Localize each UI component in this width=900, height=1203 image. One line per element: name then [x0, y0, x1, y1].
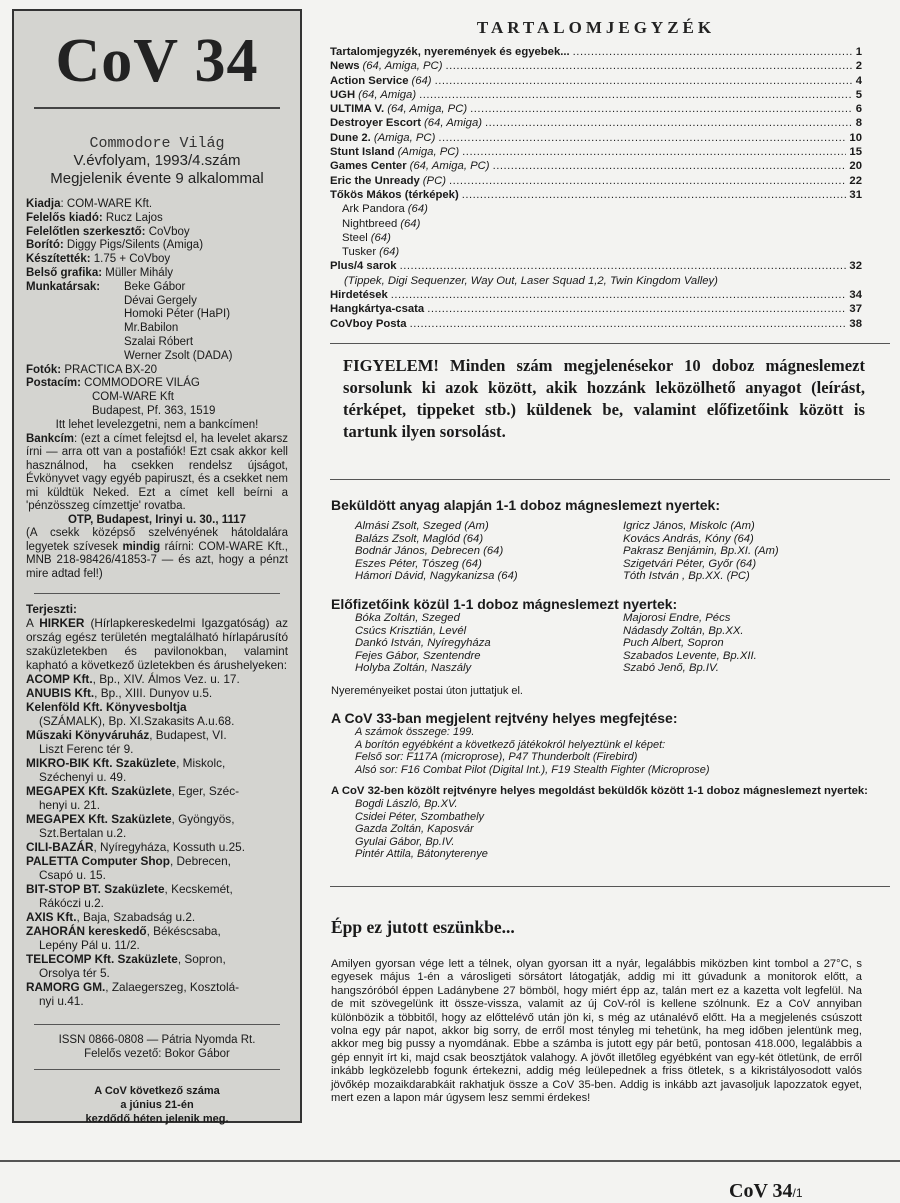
toc-page-number: 4 — [855, 74, 862, 87]
imprint-row — [26, 226, 288, 240]
postal-row — [26, 377, 288, 391]
winner-name: Csúcs Krisztián, Levél — [355, 624, 467, 637]
shop-entry — [26, 980, 288, 1008]
shop-address: , Kecskemét, — [164, 882, 233, 897]
map-platform: (64) — [379, 246, 400, 259]
shop-address: , Bp., XIII. Dunyov u.5. — [94, 686, 213, 701]
leader-dots — [493, 159, 847, 173]
map-platform: (64) — [400, 217, 421, 230]
footer-rule — [0, 1160, 900, 1162]
winner-name: Gazda Zoltán, Kaposvár — [355, 823, 474, 836]
imprint-value: Rucz Lajos — [105, 211, 163, 224]
shop-address-line2: Liszt Ferenc tér 9. — [39, 742, 134, 757]
staff-member: Beke Gábor — [124, 280, 186, 293]
shop-name: Műszaki Könyváruház — [26, 728, 150, 743]
divider — [34, 1024, 280, 1025]
next-issue-line: A CoV következő száma — [94, 1085, 220, 1098]
shop-entry — [26, 840, 288, 854]
divider — [330, 343, 890, 344]
section-heading: A CoV 32-ben közölt rejtvényre helyes megoldást beküldők között 1-1 doboz mágneslemezt nyertek: — [331, 785, 868, 797]
toc-entry[interactable] — [330, 59, 862, 73]
imprint-value: CoVboy — [148, 225, 190, 238]
toc-entry[interactable] — [330, 88, 862, 102]
shop-name: ZAHORÁN kereskedő — [26, 924, 147, 939]
toc-map-entry — [330, 245, 862, 259]
toc-entry-title: Tartalomjegyzék, nyeremények és egyebek... — [330, 46, 570, 58]
toc-entry-title: Action Service — [330, 74, 409, 87]
puzzle-32-winners — [331, 785, 889, 861]
toc-entry-platforms: (64, Amiga, PC) — [362, 60, 443, 73]
intro-text: A — [26, 616, 40, 631]
winner-name: Holyba Zoltán, Naszály — [355, 662, 472, 675]
toc-entry-title: News — [330, 60, 360, 73]
map-name: Steel — [342, 231, 368, 244]
leader-dots — [400, 259, 847, 273]
shop-name: MEGAPEX Kft. Szaküzlete — [26, 784, 172, 799]
shop-address-line2: nyi u.41. — [39, 994, 84, 1009]
winner-name: Hámori Dávid, Nagykanizsa (64) — [355, 570, 518, 583]
editorial-title: Épp ez jutott eszünkbe... — [331, 917, 515, 937]
shop-name: BIT-STOP BT. Szaküzlete — [26, 882, 165, 897]
postal-line: COMMODORE VILÁG — [84, 377, 200, 390]
shop-address: , Nyíregyháza, Kossuth u.25. — [93, 840, 245, 855]
toc-entry-platforms: (64, Amiga, PC) — [409, 160, 490, 173]
shop-address-line2: Rákóczi u.2. — [39, 896, 104, 911]
winner-name: Tóth István , Bp.XX. (PC) — [623, 570, 750, 583]
shop-entry — [26, 672, 288, 686]
imprint-value: 1.75 + CoVboy — [93, 253, 171, 266]
postal-line: COM-WARE Kft — [92, 391, 174, 404]
cheque-text: ráírni: COM-WARE Kft., MNB 218-98426/41853-7 — és azt, hogy a pénzt mire adtad fel!) — [26, 540, 288, 580]
shop-entry — [26, 700, 288, 728]
imprint-row — [26, 239, 288, 253]
shop-entry — [26, 924, 288, 952]
imprint-label: Felelőtlen szerkesztő: — [26, 225, 146, 238]
leader-dots — [438, 131, 846, 145]
shop-address-line2: Széchenyi u. 49. — [39, 770, 127, 785]
bank-label: Bankcím — [26, 432, 74, 445]
toc-page-number: 38 — [849, 317, 862, 330]
toc-page-number: 10 — [849, 131, 862, 144]
shop-address-line2: Orsolya tér 5. — [39, 966, 110, 981]
leader-dots — [485, 116, 853, 130]
shop-address-line2: Szt.Bertalan u.2. — [39, 826, 127, 841]
toc-entry-platforms: (Amiga, PC) — [373, 131, 436, 144]
toc-entry[interactable] — [330, 131, 862, 145]
winner-name: Szigetvári Péter, Győr (64) — [623, 557, 757, 570]
toc-entry-title: Games Center — [330, 160, 407, 173]
divider — [330, 479, 890, 480]
imprint-value: Diggy Pigs/Silents (Amiga) — [66, 239, 204, 252]
toc-entry[interactable] — [330, 288, 862, 302]
shop-entry — [26, 854, 288, 882]
shop-address: , Gyöngyös, — [171, 812, 235, 827]
postal-note: Nyereményeiket postai úton juttatjuk el. — [331, 684, 523, 697]
bank-address: OTP, Budapest, Irinyi u. 30., 1117 — [67, 513, 247, 526]
toc-page-number: 2 — [855, 60, 862, 73]
winner-name: Puch Albert, Sopron — [623, 637, 724, 650]
puzzle-33-solution — [331, 710, 891, 776]
winner-name: Bogdi László, Bp.XV. — [355, 798, 458, 810]
winner-name: Kovács András, Kóny (64) — [623, 532, 754, 545]
shop-address: , Bp., XIV. Álmos Vez. u. 17. — [92, 672, 240, 687]
leader-dots — [391, 288, 847, 302]
cheque-note — [26, 527, 288, 581]
staff-member: Dévai Gergely — [124, 294, 197, 307]
toc-page-number: 31 — [849, 188, 862, 201]
toc-entry[interactable] — [330, 145, 862, 159]
solution-line: A számok összege: 199. — [355, 726, 475, 738]
shop-entry — [26, 756, 288, 784]
shop-entry — [26, 728, 288, 756]
volume-info: V.évfolyam, 1993/4.szám — [73, 152, 241, 169]
shop-name: TELECOMP Kft. Szaküzlete — [26, 952, 178, 967]
magazine-name: Commodore Világ — [89, 135, 225, 152]
toc-entry[interactable] — [330, 159, 862, 173]
shop-entry — [26, 952, 288, 980]
toc-note: (Tippek, Digi Sequenzer, Way Out, Laser Squad 1,2, Twin Kingdom Valley) — [344, 274, 718, 287]
staff-member: Homoki Péter (HaPI) — [124, 308, 231, 321]
shop-entry — [26, 910, 288, 924]
shop-entry — [26, 784, 288, 812]
toc-page-number: 15 — [849, 146, 862, 159]
winner-name: Pintér Attila, Bátonyterenye — [355, 848, 488, 861]
toc-entry[interactable] — [330, 116, 862, 130]
shop-address-line2: henyi u. 21. — [39, 798, 100, 813]
imprint-label: Felelős kiadó: — [26, 211, 103, 224]
shop-entry — [26, 686, 288, 700]
distribution — [26, 602, 288, 1008]
letters-note: Itt lehet levelezgetni, nem a bankcímen! — [55, 418, 259, 431]
toc-entry[interactable] — [330, 174, 862, 188]
toc-page-number: 32 — [849, 260, 862, 273]
distribution-label: Terjeszti: — [26, 602, 77, 617]
toc-entry[interactable] — [330, 259, 862, 273]
shop-address: , Békéscsaba, — [146, 924, 221, 939]
toc-map-entry — [330, 217, 862, 231]
imprint-row — [26, 253, 288, 267]
frequency-info: Megjelenik évente 9 alkalommal — [50, 170, 264, 187]
toc-entry[interactable] — [330, 302, 862, 316]
map-name: Tusker — [342, 246, 377, 259]
shop-address: , Debrecen, — [169, 854, 231, 869]
imprint-row — [26, 212, 288, 226]
imprint-label: Belső grafika: — [26, 266, 103, 279]
hirker-name: HIRKER — [39, 616, 85, 631]
toc-entry-title: Destroyer Escort — [330, 117, 422, 130]
toc-entry[interactable] — [330, 102, 862, 116]
solution-line: Felső sor: F117A (microprose), P47 Thunderbolt (Firebird) — [355, 751, 638, 764]
shop-name: PALETTA Computer Shop — [26, 854, 170, 869]
solution-line: Alsó sor: F16 Combat Pilot (Digital Int.), F19 Stealth Fighter (Microprose) — [355, 763, 710, 776]
staff-member: Szalai Róbert — [124, 335, 194, 348]
photos-value: PRACTICA BX-20 — [64, 363, 158, 376]
winner-name: Eszes Péter, Tószeg (64) — [355, 557, 482, 570]
map-platform: (64) — [407, 203, 428, 216]
leader-dots — [410, 317, 847, 331]
toc-entry-title: Tőkös Mákos (térképek) — [330, 188, 459, 201]
toc-entry-title: Hirdetések — [330, 289, 388, 302]
divider — [330, 886, 890, 887]
section-heading: A CoV 33-ban megjelent rejtvény helyes megfejtése: — [331, 710, 678, 726]
footer-label: CoV 34 — [729, 1180, 793, 1202]
toc-title: TARTALOMJEGYZÉK — [476, 18, 716, 37]
leader-dots — [573, 45, 853, 59]
shop-name: CILI-BAZÁR — [26, 840, 94, 855]
shop-address: , Sopron, — [177, 952, 226, 967]
leader-dots — [427, 302, 846, 316]
intro-text: (Hírlapkereskedelmi Igazgatóság) az ország egész területén megtalálható hírlapárusító szaküzletekben és pavilonokban, valamint kapható a következő üzletekben és árushelyeken: — [26, 616, 288, 673]
winner-name: Majorosi Endre, Pécs — [623, 612, 731, 624]
shop-name: Kelenföld Kft. Könyvesboltja — [26, 700, 187, 715]
toc-entry-title: UGH — [330, 88, 356, 101]
next-issue-line: a június 21-én — [120, 1099, 194, 1112]
imprint-label: Borító: — [26, 239, 64, 252]
shop-address: , Budapest, VI. — [149, 728, 227, 743]
leader-dots — [445, 59, 852, 73]
toc-entry-title: Dune 2. — [330, 131, 371, 144]
winners-submitted — [331, 497, 891, 583]
distribution-intro — [26, 616, 288, 672]
toc-page-number: 20 — [849, 160, 862, 173]
magazine-logo: CoV 34 — [55, 27, 259, 95]
toc-page-number: 8 — [855, 117, 862, 130]
divider — [34, 1069, 280, 1070]
cheque-text: (A csekk középső szelvényének hátoldalára legyetek szívesek — [26, 527, 288, 553]
printer-manager: Felelős vezető: Bokor Gábor — [84, 1048, 230, 1061]
winner-name: Gyulai Gábor, Bp.IV. — [355, 835, 455, 848]
toc-entry[interactable] — [330, 45, 862, 59]
shop-address-line2: (SZÁMALK), Bp. XI.Szakasits A.u.68. — [39, 714, 235, 729]
photos-row — [26, 364, 288, 378]
map-platform: (64) — [370, 231, 391, 244]
staff-member: Mr.Babilon — [124, 322, 179, 335]
toc-page-number: 37 — [849, 303, 862, 316]
winner-name: Bóka Zoltán, Szeged — [355, 612, 460, 624]
imprint-value: COM-WARE Kft. — [66, 198, 153, 210]
table-of-contents — [330, 18, 862, 331]
shop-address: , Zalaegerszeg, Kosztolá- — [105, 980, 240, 995]
toc-entry-title: CoVboy Posta — [330, 317, 407, 330]
shop-name: AXIS Kft. — [26, 910, 77, 925]
shop-name: RAMORG GM. — [26, 980, 106, 995]
imprint-label: Készítették: — [26, 253, 91, 266]
winner-name: Pakrasz Benjámin, Bp.XI. (Am) — [623, 545, 779, 558]
toc-entry[interactable] — [330, 74, 862, 88]
imprint-row — [26, 267, 288, 281]
next-issue-line: kezdődő héten jelenik meg. — [85, 1113, 229, 1126]
toc-entry[interactable] — [330, 188, 862, 202]
leader-dots — [462, 145, 846, 159]
toc-entry-platforms: (Amiga, PC) — [397, 146, 460, 159]
toc-entry-platforms: (64, Amiga, PC) — [387, 103, 468, 116]
shop-name: MEGAPEX Kft. Szaküzlete — [26, 812, 172, 827]
map-name: Ark Pandora — [342, 203, 405, 216]
toc-page-number: 34 — [849, 289, 862, 302]
leader-dots — [449, 174, 846, 188]
winner-name: Bodnár János, Debrecen (64) — [355, 545, 504, 558]
toc-page-number: 1 — [855, 46, 862, 58]
winners-subscribers — [331, 596, 891, 697]
toc-page-number: 5 — [855, 88, 862, 101]
solution-line: A borítón egyébként a következő játékokról helyeztünk el képet: — [355, 738, 666, 751]
toc-map-entry — [330, 231, 862, 245]
shop-address: , Miskolc, — [176, 756, 226, 771]
shop-name: ANUBIS Kft. — [26, 686, 95, 701]
shop-entry — [26, 882, 288, 910]
winner-name: Igricz János, Miskolc (Am) — [623, 520, 755, 532]
shop-address-line2: Csapó u. 15. — [39, 868, 106, 883]
winner-name: Dankó István, Nyíregyháza — [355, 637, 491, 650]
toc-page-number: 22 — [849, 174, 862, 187]
editorial-body: Amilyen gyorsan vége lett a télnek, olyan gyorsan itt a nyár, legalábbis miközben kint tombol a 27°C, s egyesek május 1-én a városligeti sörsátort látogatják, addig mi itt gúvadunk a monitorok előtt, a hangszóróból éppen Ladánybene 27 bömböl, hogy miért épp az, talán mert ez a kazetta volt legfelül. Na de mit szövegelünk itt össze-vissza, valamit az új CoV-ról is kellene szólnunk. Ez a CoV annyiban különbözik a többitől, hogy az előttelévő után jön ki, s még az utánalévő előtt. Ha a megjelenés csúszott volna egy pár napot, akkor big sorry, de erről most tényleg mi tehetünk, ha meg időben jelentünk meg, akkor meg big pussy a nyomdának. Ebbe a számba is jutott egy pár betű, pontosan 418.000, legalábbis a gép ennyit írt ki, majd csak beosztjátok valahogy. A jövőt illetőleg egyébként van egy-két ötletünk, de erről inkább legközelebb fogunk értekezni, addig még leülepednek a friss ötletek, s a kikristályosodott valós jövőkép mozaikdarabkáit rakhatjuk össze a CoV 35-ben. Addig is inkább azt javasoljuk lapozzatok egyet, mert ezen a lapon már úgysem lesz semmi érdekes! — [331, 958, 862, 1105]
winner-name: Nádasdy Zoltán, Bp.XX. — [623, 624, 744, 637]
imprint-value: Müller Mihály — [105, 266, 174, 279]
postal-label: Postacím: — [26, 377, 81, 390]
leader-dots — [470, 102, 853, 116]
shop-address: , Baja, Szabadság u.2. — [76, 910, 196, 925]
shop-entry — [26, 812, 288, 840]
toc-entry-title: Hangkártya-csata — [330, 303, 425, 316]
imprint-row — [26, 198, 288, 212]
toc-entry-platforms: (64) — [411, 74, 432, 87]
issn: ISSN 0866-0808 — Pátria Nyomda Rt. — [58, 1034, 256, 1047]
staff-label: Munkatársak: — [26, 280, 101, 293]
next-issue-note — [26, 1084, 288, 1126]
imprint-label: Kiadja — [26, 198, 61, 210]
leader-dots — [462, 188, 847, 202]
shop-address-line2: Lepény Pál u. 11/2. — [39, 938, 140, 953]
toc-entry-title: Plus/4 sarok — [330, 260, 397, 273]
shop-name: ACOMP Kft. — [26, 672, 93, 687]
staff-member: Werner Zsolt (DADA) — [124, 349, 233, 362]
leader-dots — [435, 74, 853, 88]
shop-name: MIKRO-BIK Kft. Szaküzlete — [26, 756, 177, 771]
map-name: Nightbreed — [342, 217, 398, 230]
shop-address: , Eger, Széc- — [171, 784, 240, 799]
postal-line: Budapest, Pf. 363, 1519 — [92, 404, 216, 417]
toc-entry-platforms: (64, Amiga) — [358, 88, 417, 101]
section-heading: Előfizetőink közül 1-1 doboz mágneslemezt nyertek: — [331, 596, 678, 612]
photos-label: Fotók: — [26, 363, 62, 376]
toc-map-entry — [330, 202, 862, 216]
toc-entry-title: ULTIMA V. — [330, 103, 385, 116]
toc-entry-platforms: (PC) — [422, 174, 446, 187]
masthead-box — [12, 9, 302, 1126]
winner-name: Csidei Péter, Szombathely — [355, 810, 485, 823]
toc-page-number: 6 — [855, 103, 862, 116]
toc-entry-title: Stunt Island — [330, 146, 395, 159]
winner-name: Balázs Zsolt, Maglód (64) — [355, 532, 484, 545]
bank-info — [26, 433, 288, 514]
winner-name: Szabó Jenő, Bp.IV. — [623, 662, 719, 675]
toc-entry-platforms: (64, Amiga) — [424, 117, 483, 130]
winner-name: Szabados Levente, Bp.XII. — [623, 649, 757, 662]
imprint — [26, 198, 288, 581]
bank-text: : (ezt a címet felejtsd el, ha levelet akarsz írni — arra ott van a postafiók! Ezt csak akkor kell használnod, ha csekken rendelsz újságot, Évkönyvet vagy egyéb papiruszt, és a csekket nem mi küldtük Neked. Ezt a címet kell beírni a 'pénzösszeg címzettje' rovatba. — [26, 432, 288, 513]
winner-name: Fejes Gábor, Szentendre — [355, 649, 481, 662]
leader-dots — [419, 88, 853, 102]
cheque-bold: mindig — [122, 540, 161, 553]
imprint-sep: : — [60, 198, 67, 210]
toc-entry[interactable] — [330, 317, 862, 331]
winner-name: Almási Zsolt, Szeged (Am) — [355, 520, 489, 532]
divider — [34, 593, 280, 594]
notice: FIGYELEM! Minden szám megjelenésekor 10 doboz mágneslemezt sorsolunk ki azok között, akik hozzánk leközölhető anyagot (leírást, térképet, tippeket stb.) küldenek be, valamint előfizetőink között is tartunk ilyen sorsolást. — [343, 356, 865, 441]
divider — [34, 107, 280, 109]
section-heading: Beküldött anyag alapján 1-1 doboz mágneslemezt nyertek: — [331, 497, 720, 513]
toc-entry-title: Eric the Unready — [330, 174, 420, 187]
page-number: /1 — [792, 1186, 803, 1200]
